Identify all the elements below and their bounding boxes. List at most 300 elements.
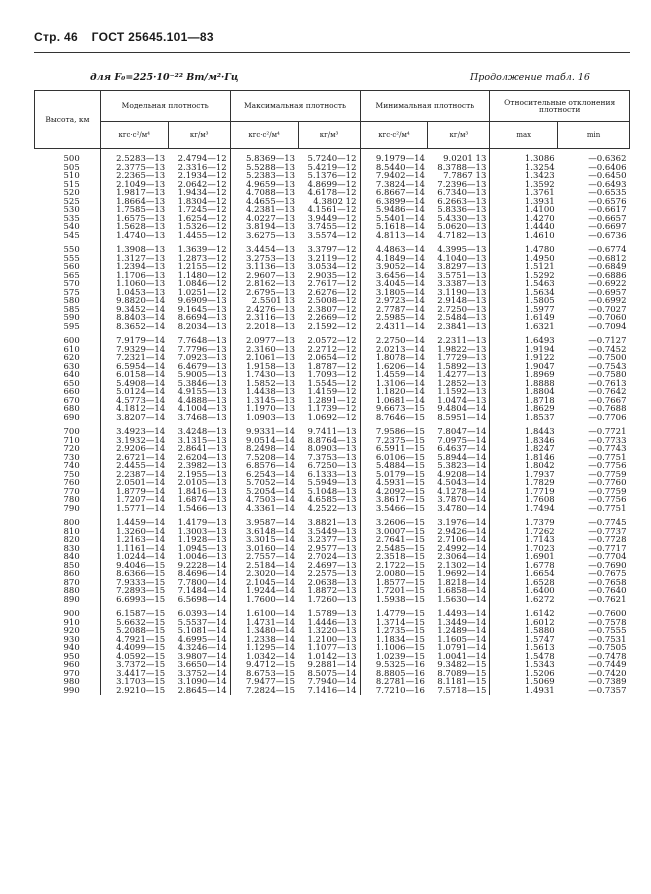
table-cell: 4.4888—13 [177, 395, 227, 406]
table-cell: 2.9148—13 [437, 296, 487, 306]
table-cell: 5.1376—12 [307, 171, 357, 181]
table-cell: 1.7829 [490, 479, 558, 488]
table-cell: —0.7658 [588, 577, 627, 588]
table-cell: 1.4493—14 [437, 609, 487, 619]
table-cell: 2.6795—13 [230, 289, 298, 298]
table-cell: 2.9607—13 [230, 272, 298, 281]
table-cell: —0.6617 [588, 205, 627, 215]
table-cell: 1.6528 [490, 579, 558, 588]
table-cell: 7.3824—14 [360, 181, 428, 190]
table-cell: 2.1592—12 [307, 321, 357, 332]
table-cell: 8.8805—16 [360, 670, 428, 679]
table-cell: —0.7756 [588, 495, 627, 505]
table-cell: —0.7759 [588, 469, 627, 480]
table-cell: 3.0007—15 [360, 528, 428, 537]
table-cell: 7.7867 13 [443, 171, 487, 181]
table-cell: 2.9426—14 [437, 526, 487, 537]
table-cell: 1.4931 [490, 687, 558, 696]
table-cell: 1.3639—12 [177, 245, 227, 255]
table-cell: 4.3802 12 [313, 196, 357, 207]
table-cell: 6.5911—15 [360, 445, 428, 454]
table-cell: 1.4440 [490, 223, 558, 232]
table-cell: 1.9122 [490, 354, 558, 363]
table-cell: 1.5747 [490, 636, 558, 645]
table-cell: 2.0213—14 [360, 346, 428, 355]
table-cell: 870 [63, 577, 80, 588]
table-cell: 2.7024—13 [307, 552, 357, 562]
table-cell: 8.2781—16 [360, 678, 428, 687]
table-cell: 3.3387—13 [437, 279, 487, 289]
table-cell: 2.3982—13 [177, 461, 227, 471]
table-cell: 1.0692—12 [307, 412, 357, 423]
table-cell: 8.5951—14 [437, 412, 487, 423]
table-cell: —0.7027 [588, 304, 627, 315]
table-cell: 5.2088—15 [100, 627, 168, 636]
table-cell: 3.4248—13 [177, 427, 227, 437]
table-cell: 910 [63, 617, 80, 628]
table-cell: 9.5325—16 [360, 661, 428, 670]
table-cell: 505 [63, 162, 80, 173]
table-cell: 3.7455—12 [307, 222, 357, 232]
table-cell: 3.2377—13 [307, 535, 357, 545]
table-cell: 1.8416—13 [177, 486, 227, 497]
table-cell: 1.1834—15 [360, 636, 428, 645]
table-cell: 1.8787—12 [307, 361, 357, 372]
table-cell: 7.7648—13 [177, 336, 227, 346]
table-cell: —0.6697 [588, 222, 627, 232]
table-cell: 2.9035—12 [307, 270, 357, 281]
table-cell: 4.7182—13 [437, 230, 487, 241]
table-cell: 3.1315—13 [177, 435, 227, 446]
table-row [35, 687, 630, 696]
table-cell: 1.5121 [490, 263, 558, 272]
table-cell: 1.1970—13 [230, 405, 298, 414]
table-cell: 840 [63, 552, 80, 562]
table-cell: 9.4712—15 [230, 661, 298, 670]
table-cell: 1.8218—14 [437, 577, 487, 588]
table-cell: 1.8443 [490, 428, 558, 437]
table-cell: 4.1004—13 [177, 404, 227, 414]
table-cell: 9.0514—14 [230, 437, 298, 446]
table-cell: 6.7250—13 [307, 461, 357, 471]
table-cell: 2.7641—15 [360, 536, 428, 545]
table-cell: 8.2498—14 [230, 445, 298, 454]
table-cell: 2.0572—12 [307, 336, 357, 346]
table-cell: 8.7089—15 [437, 668, 487, 679]
table-cell: 2.3841—13 [437, 321, 487, 332]
table-cell: 600 [63, 336, 80, 346]
table-cell: 510 [63, 171, 80, 181]
table-cell: 620 [63, 353, 80, 363]
table-cell: 4.4099—15 [100, 644, 168, 653]
table-cell: —0.6535 [588, 188, 627, 198]
table-cell: 1.3931 [490, 198, 558, 207]
table-cell: 1.7729—13 [437, 353, 487, 363]
table-cell: 3.2606—15 [360, 519, 428, 528]
table-cell: —0.6576 [588, 196, 627, 207]
table-cell: 2.2669—12 [307, 313, 357, 323]
table-cell: 9.3452—14 [100, 306, 168, 315]
table-cell: 1.9692—14 [437, 569, 487, 579]
table-cell: 8.6366—15 [100, 570, 168, 579]
table-cell: 5.8944—14 [437, 452, 487, 463]
table-cell: 5.9486—14 [360, 206, 428, 215]
table-cell: 4.0592—15 [100, 653, 168, 662]
table-cell: —0.7060 [588, 313, 627, 323]
table-cell: 1.6142 [490, 610, 558, 619]
table-cell: 2.2365—13 [100, 172, 168, 181]
table-cell: 5.3846—13 [177, 378, 227, 389]
table-cell: 2.3807—12 [307, 304, 357, 315]
table-cell: 1.5206 [490, 670, 558, 679]
table-cell: —0.7759 [588, 486, 627, 497]
table-cell: 8.5440—14 [360, 164, 428, 173]
table-cell: 2.3064—14 [437, 552, 487, 562]
table-cell: 1.2891—12 [307, 395, 357, 406]
table-cell: 5.7052—14 [230, 479, 298, 488]
table-cell: 900 [63, 609, 80, 619]
table-cell: 1.4740—13 [100, 232, 168, 241]
table-cell: 3.5449—13 [307, 526, 357, 537]
table-cell: 980 [63, 677, 80, 687]
table-cell: 3.0160—14 [230, 545, 298, 554]
table-cell: —0.7500 [588, 353, 627, 363]
table-cell: 5.5288—13 [230, 164, 298, 173]
table-cell: 2.3116—13 [230, 314, 298, 323]
table-cell: 4.1812—14 [100, 405, 168, 414]
table-cell: 2.6204—13 [177, 452, 227, 463]
table-cell: —0.6362 [588, 154, 627, 164]
unit-kg: кг/м³ [168, 122, 230, 149]
table-cell: 9.6909—13 [177, 296, 227, 306]
table-cell: 1.7207—14 [100, 496, 168, 505]
table-cell: 1.5628—13 [100, 223, 168, 232]
table-cell: 1.4179—13 [177, 518, 227, 528]
table-cell: 1.7719 [490, 488, 558, 497]
table-cell: 1.5463 [490, 280, 558, 289]
table-cell: —0.7531 [588, 634, 627, 645]
table-cell: 3.9449—12 [307, 213, 357, 224]
table-cell: 1.5343 [490, 661, 558, 670]
table-cell: 2.7787—14 [360, 306, 428, 315]
table-cell: 7.7796—13 [177, 344, 227, 355]
table-cell: 1.8577—15 [360, 579, 428, 588]
table-cell: 575 [63, 287, 80, 298]
table-cell: 3.4417—15 [100, 670, 168, 679]
table-cell: 2.1061—13 [230, 354, 298, 363]
table-cell: 4.4655—13 [230, 198, 298, 207]
table-cell: —0.6849 [588, 262, 627, 272]
table-cell: 4.3995—13 [437, 245, 487, 255]
table-cell: 1.9047 [490, 363, 558, 372]
table-cell: 700 [63, 427, 80, 437]
table-cell: 5.1048—13 [307, 486, 357, 497]
table-cell: 2.4992—14 [437, 543, 487, 554]
table-cell: 1.3254 [490, 164, 558, 173]
table-cell: 9.2228—14 [177, 560, 227, 571]
table-cell: 1.5326—12 [177, 222, 227, 232]
table-cell: 5.8369—13 [230, 149, 298, 164]
table-cell: 1.6149 [490, 314, 558, 323]
table-cell: 680 [63, 404, 80, 414]
table-cell: 1.1592—13 [437, 387, 487, 397]
table-cell: 1.2735—15 [360, 627, 428, 636]
table-cell: 525 [63, 196, 80, 207]
col-height: Высота, км [35, 91, 101, 149]
table-cell: 9.6673—15 [360, 405, 428, 414]
table-cell: 1.7608 [490, 496, 558, 505]
standard-number: ГОСТ 25645.101—83 [91, 30, 214, 44]
table-cell: 1.0453—13 [100, 289, 168, 298]
table-cell: 4.0227—13 [230, 215, 298, 224]
table-cell: —0.7543 [588, 361, 627, 372]
table-cell: —0.7690 [588, 560, 627, 571]
table-cell: 3.7372—15 [100, 661, 168, 670]
table-cell: 3.1703—15 [100, 678, 168, 687]
table-cell: 3.3015—14 [230, 536, 298, 545]
table-cell: 4.6178—12 [307, 188, 357, 198]
table-cell: 6.4679—13 [177, 361, 227, 372]
table-cell: 2.8645—14 [177, 685, 227, 696]
table-cell: —0.6450 [588, 171, 627, 181]
table-cell: 3.2753—13 [230, 255, 298, 264]
table-cell: 7.9179—14 [100, 337, 168, 346]
table-cell: 1.5466—13 [177, 503, 227, 514]
table-cell: 2.1045—14 [230, 579, 298, 588]
table-cell: 4.7503—14 [230, 496, 298, 505]
table-cell: 1.5805 [490, 297, 558, 306]
table-cell: 4.2092—15 [360, 488, 428, 497]
table-cell: 1.3220—13 [307, 626, 357, 636]
table-cell: 6.1587—15 [100, 610, 168, 619]
table-cell: 1.3145—13 [230, 397, 298, 406]
table-cell: 2.8162—13 [230, 280, 298, 289]
table-cell: 3.3752—14 [177, 668, 227, 679]
table-cell: 1.7600—14 [230, 596, 298, 605]
table-cell: —0.7728 [588, 535, 627, 545]
table-cell: 4.1561—12 [307, 205, 357, 215]
table-cell: 1.2163—14 [100, 536, 168, 545]
table-cell: 6.0106—15 [360, 454, 428, 463]
table-cell: 3.6650—14 [177, 660, 227, 670]
table-cell: 6.4637—14 [437, 444, 487, 454]
table-cell: 8.8764—13 [307, 435, 357, 446]
table-cell: 1.5852—13 [230, 380, 298, 389]
table-row [35, 149, 630, 164]
table-cell: —0.6406 [588, 162, 627, 173]
table-cell: —0.7613 [588, 378, 627, 389]
table-cell: 1.2338—14 [230, 636, 298, 645]
table-cell: 1.7937 [490, 471, 558, 480]
table-cell: 1.7143 [490, 536, 558, 545]
table-cell: 3.6275—13 [230, 232, 298, 241]
table-cell: 2.2018—13 [230, 323, 298, 332]
table-cell: 1.0142—13 [307, 651, 357, 662]
table-cell: 6.1333—13 [307, 469, 357, 480]
table-cell: 2.1722—15 [360, 562, 428, 571]
table-continuation: Продолжение табл. 16 [470, 72, 590, 83]
table-cell: 1.1006—15 [360, 644, 428, 653]
table-cell: 1.7494 [490, 505, 558, 514]
table-cell: 760 [63, 478, 80, 488]
table-cell: 1.3592 [490, 181, 558, 190]
table-cell: 4.4863—14 [360, 246, 428, 255]
table-cell: 7.2396—13 [437, 179, 487, 190]
density-table [34, 90, 630, 695]
table-cell: 3.7468—13 [177, 412, 227, 423]
table-cell: 4.6585—13 [307, 495, 357, 505]
table-cell: 7.9586—15 [360, 428, 428, 437]
table-cell: 1.8718 [490, 397, 558, 406]
table-cell: 4.2381—13 [230, 206, 298, 215]
table-cell: —0.7389 [588, 677, 627, 687]
table-cell: 1.8779—14 [100, 488, 168, 497]
table-cell: 2.9723—14 [360, 297, 428, 306]
table-cell: —0.7745 [588, 518, 627, 528]
table-cell: 720 [63, 444, 80, 454]
table-cell: 1.8969 [490, 371, 558, 380]
table-cell: 5.4330—13 [437, 213, 487, 224]
table-cell: 1.4950 [490, 255, 558, 264]
table-cell: 5.9005—13 [177, 370, 227, 380]
table-cell: 1.1060—13 [100, 280, 168, 289]
table-cell: 800 [63, 518, 80, 528]
table-cell: 1.5478 [490, 653, 558, 662]
table-cell: 1.8872—13 [307, 586, 357, 596]
table-cell: 1.6654 [490, 570, 558, 579]
table-cell: 2.7617—12 [307, 279, 357, 289]
col-min: min [558, 122, 630, 149]
table-cell: 6.7340—13 [437, 188, 487, 198]
table-cell: 585 [63, 304, 80, 315]
table-cell: 810 [63, 526, 80, 537]
table-cell: 1.6206—14 [360, 363, 428, 372]
table-cell: —0.7717 [588, 543, 627, 554]
table-cell: 1.0791—14 [437, 643, 487, 653]
table-cell: 6.3899—14 [360, 198, 428, 207]
table-cell: 2.5184—14 [230, 562, 298, 571]
table-cell: 4.7921—15 [100, 636, 168, 645]
table-cell: 640 [63, 370, 80, 380]
table-cell: 850 [63, 560, 80, 571]
table-cell: 2.4311—14 [360, 323, 428, 332]
table-cell: 9.0201 13 [443, 154, 487, 164]
table-cell: 990 [63, 685, 80, 696]
table-cell: 1.1077—13 [307, 643, 357, 653]
table-cell: 1.7379 [490, 519, 558, 528]
table-cell: 7.0975—14 [437, 435, 487, 446]
table-cell: 4.7088—13 [230, 189, 298, 198]
table-cell: —0.7621 [588, 594, 627, 605]
table-caption: для F₀=225·10⁻²² Вт/м²·Гц [90, 72, 239, 83]
table-cell: 9.3482—15 [437, 660, 487, 670]
table-cell: 1.4559—14 [360, 371, 428, 380]
table-cell: 1.0945—13 [177, 543, 227, 554]
table-cell: —0.7706 [588, 412, 627, 423]
table-cell: 2.0080—15 [360, 570, 428, 579]
table-cell: 2.2750—14 [360, 337, 428, 346]
table-cell: 6.5954—14 [100, 363, 168, 372]
table-cell: 1.3761 [490, 189, 558, 198]
unit-kg: кг/м³ [428, 122, 490, 149]
table-cell: —0.7760 [588, 478, 627, 488]
table-row [35, 323, 630, 332]
table-cell: 590 [63, 313, 80, 323]
table-cell: —0.7505 [588, 643, 627, 653]
table-cell: 1.0342—14 [230, 653, 298, 662]
table-cell: 1.0681—14 [360, 397, 428, 406]
table-cell: 3.1136—13 [230, 263, 298, 272]
col-relative-deviation: Относительные отклонения плотности [490, 91, 630, 122]
table-cell: 1.5892—13 [437, 361, 487, 372]
unit-kgs: кгс·с²/м⁴ [230, 122, 298, 149]
table-cell: 7.2824—15 [230, 687, 298, 696]
table-cell: 3.8617—15 [360, 496, 428, 505]
table-cell: 2.1934—12 [177, 171, 227, 181]
table-cell: 1.2873—12 [177, 253, 227, 264]
table-cell: —0.7688 [588, 404, 627, 414]
table-cell: 3.1932—14 [100, 437, 168, 446]
table-cell: 1.3086 [490, 149, 558, 164]
table-cell: 7.7800—14 [177, 577, 227, 588]
table-cell: 1.6254—12 [177, 213, 227, 224]
table-cell: 1.4438—13 [230, 388, 298, 397]
table-cell: 1.8247 [490, 445, 558, 454]
table-cell: 550 [63, 245, 80, 255]
table-cell: 2.2712—12 [307, 344, 357, 355]
table-cell: 5.5537—14 [177, 617, 227, 628]
table-cell: 770 [63, 486, 80, 497]
table-cell: 1.5630—14 [437, 594, 487, 605]
table-row [35, 414, 630, 423]
table-cell: 1.1739—12 [307, 404, 357, 414]
table-cell: 5.5949—13 [307, 478, 357, 488]
table-cell: 4.8699—12 [307, 179, 357, 190]
table-cell: 2.4697—13 [307, 560, 357, 571]
table-cell: 2.6276—12 [307, 287, 357, 298]
table-cell: 1.2489—14 [437, 626, 487, 636]
table-cell: 9.2881—14 [307, 660, 357, 670]
table-cell: —0.7127 [588, 336, 627, 346]
table-cell: 1.3908—13 [100, 246, 168, 255]
table-cell: 1.9434—12 [177, 188, 227, 198]
table-cell: 5.6632—15 [100, 619, 168, 628]
table-cell: 3.9052—14 [360, 263, 428, 272]
table-cell: —0.7478 [588, 651, 627, 662]
table-cell: 2.3160—13 [230, 346, 298, 355]
table-cell: 780 [63, 495, 80, 505]
table-cell: —0.7578 [588, 617, 627, 628]
table-cell: 1.5613 [490, 644, 558, 653]
table-cell: 1.0903—13 [230, 414, 298, 423]
table-cell: 1.8804 [490, 388, 558, 397]
table-cell: 7.2375—15 [360, 437, 428, 446]
table-cell: 2.5008—12 [307, 296, 357, 306]
table-cell: —0.7452 [588, 344, 627, 355]
table-cell: 7.9329—14 [100, 346, 168, 355]
table-cell: 1.3127—13 [100, 255, 168, 264]
table-cell: 2.9210—15 [100, 687, 168, 696]
table-cell: 2.5484—13 [437, 313, 487, 323]
unit-kgs: кгс·с²/м⁴ [100, 122, 168, 149]
table-cell: 1.2852—13 [437, 378, 487, 389]
table-cell: 9.1979—14 [360, 149, 428, 164]
table-cell: 2.0977—13 [230, 337, 298, 346]
table-cell: 2.1302—14 [437, 560, 487, 571]
table-cell: 5.4219—12 [307, 162, 357, 173]
table-cell: 1.0239—15 [360, 653, 428, 662]
table-cell: 3.8194—13 [230, 223, 298, 232]
